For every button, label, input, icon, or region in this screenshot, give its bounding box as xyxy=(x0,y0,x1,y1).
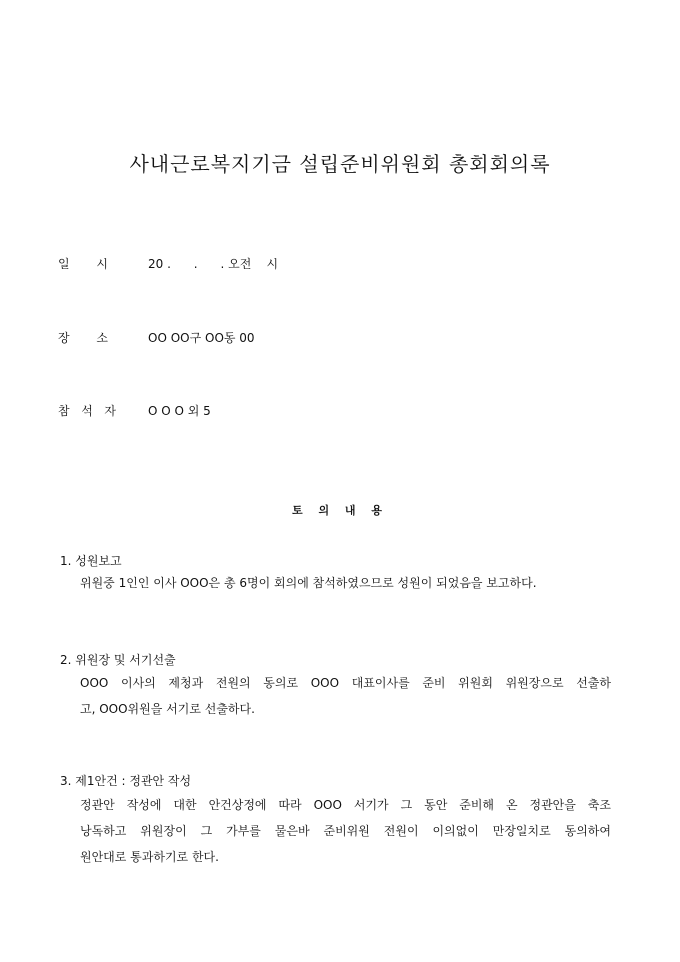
label-char: 장 xyxy=(58,331,70,345)
label-char: 석 xyxy=(81,404,93,418)
label-char: 참 xyxy=(58,404,70,418)
field-datetime-label xyxy=(58,256,108,272)
label-char: 시 xyxy=(96,257,108,271)
item-title: 2. 위원장 및 서기선출 xyxy=(60,653,176,667)
item-title: 3. 제1안건 : 정관안 작성 xyxy=(60,774,192,788)
field-attendees-value: O O O 외 5 xyxy=(148,404,211,418)
label-char: 자 xyxy=(104,404,116,418)
item-title: 1. 성원보고 xyxy=(60,554,122,568)
item-body xyxy=(60,792,620,870)
item-line: 낭독하고 위원장이 그 가부를 물은바 준비위원 전원이 이의없이 만장일치로 동의하여 xyxy=(80,824,611,838)
field-place-label xyxy=(58,330,108,346)
label-char: 소 xyxy=(96,331,108,345)
field-place-value: OO OO구 OO동 00 xyxy=(148,331,255,345)
discussion-heading: 토 의 내 용 xyxy=(292,504,388,517)
item-line: 원안대로 통과하기로 한다. xyxy=(80,850,219,864)
field-datetime-value: 20 . . . 오전 시 xyxy=(148,257,279,271)
field-attendees-label xyxy=(58,403,116,419)
item-line: 정관안 작성에 대한 안건상정에 따라 OOO 서기가 그 동안 준비해 온 정관안을 축조 xyxy=(80,798,611,812)
item-line: 위원중 1인인 이사 OOO은 총 6명이 회의에 참석하였으므로 성원이 되었음을 보고하다. xyxy=(80,576,537,590)
document-title: 사내근로복지기금 설립준비위원회 총회회의록 xyxy=(129,152,551,176)
item-line: 고, OOO위원을 서기로 선출하다. xyxy=(80,702,255,716)
item-body xyxy=(60,570,620,596)
item-body xyxy=(60,670,620,722)
label-char: 일 xyxy=(58,257,70,271)
item-line: OOO 이사의 제청과 전원의 동의로 OOO 대표이사를 준비 위원회 위원장으로 선출하 xyxy=(80,676,611,690)
